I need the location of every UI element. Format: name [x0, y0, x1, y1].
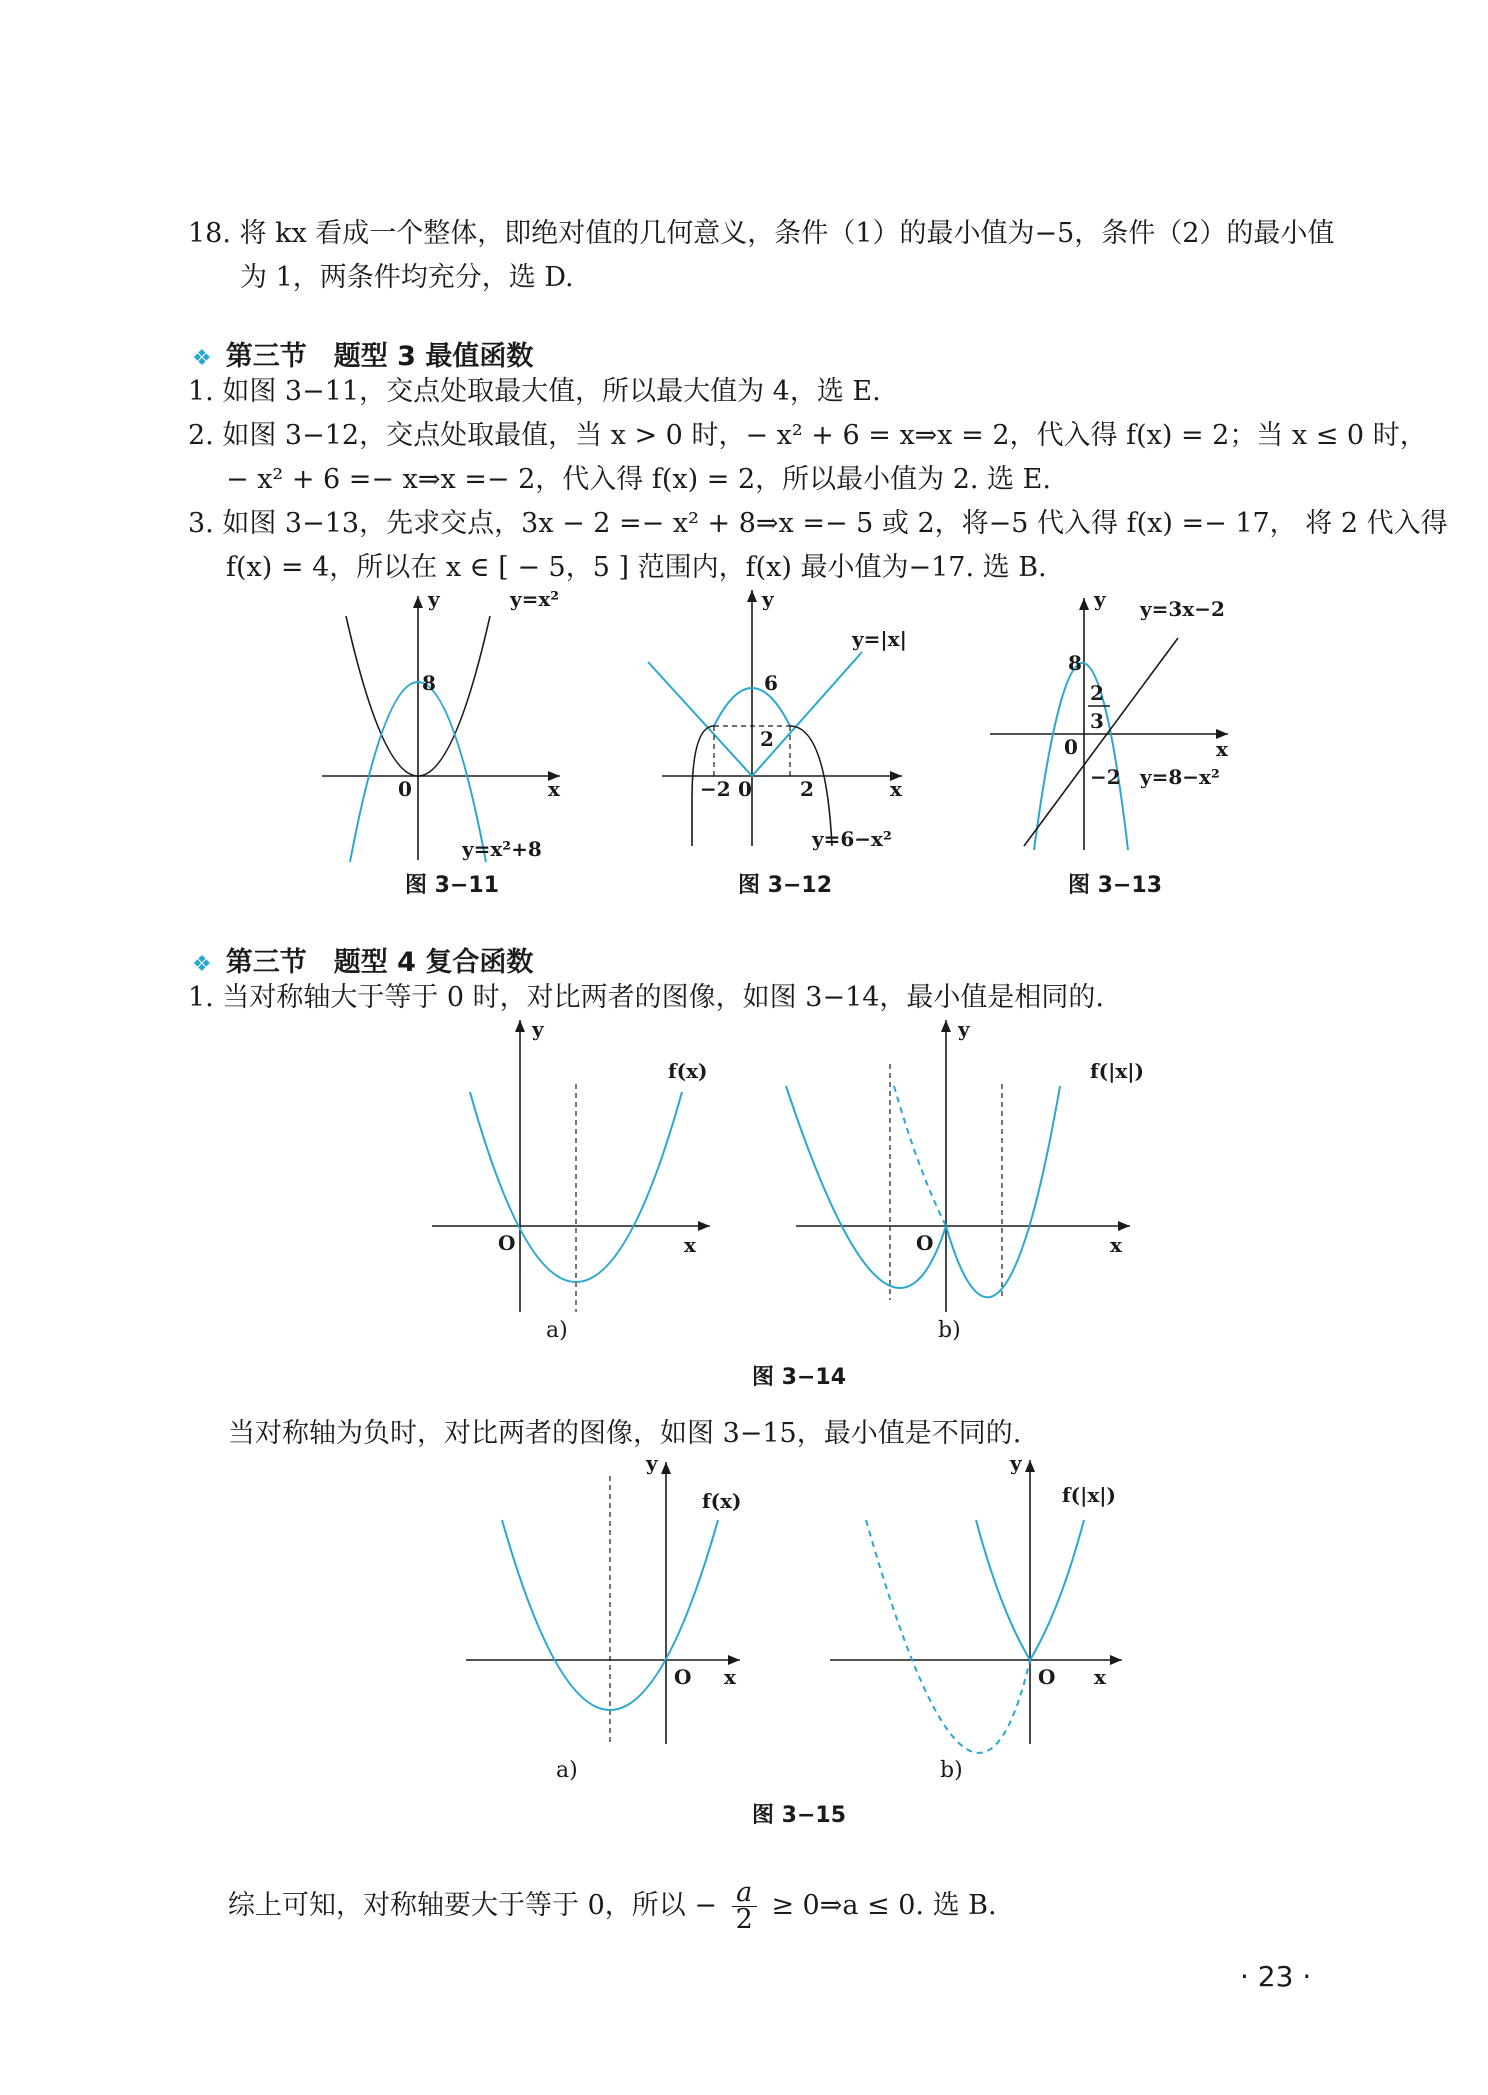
s4-q1: 1. 当对称轴大于等于 0 时，对比两者的图像，如图 3−14，最小值是相同的. — [188, 982, 1105, 1013]
s3-q2-line2: − x² + 6 =− x⇒x =− 2，代入得 f(x) = 2，所以最小值为 2. 选 E. — [226, 464, 1051, 495]
fig315a-y: y — [646, 1451, 658, 1475]
fig315b-sub: b) — [940, 1758, 963, 1783]
fig314b-label: f(|x|) — [1090, 1059, 1145, 1083]
fig312-label-top: y=|x| — [852, 627, 907, 651]
fig312-tick-2y: 2 — [760, 727, 774, 751]
fig314a-y: y — [532, 1017, 544, 1041]
fig313-label-bottom: y=8−x² — [1140, 765, 1220, 789]
fig311-label-bottom: y=x²+8 — [462, 837, 542, 861]
s3-q1: 1. 如图 3−11，交点处取最大值，所以最大值为 4，选 E. — [188, 376, 881, 407]
fig314a-x: x — [684, 1233, 696, 1257]
fig312-tick-6: 6 — [764, 671, 778, 695]
fig311-origin: 0 — [398, 777, 412, 801]
fig314-caption: 图 3−14 — [752, 1365, 847, 1390]
fig315a-label: f(x) — [702, 1489, 742, 1513]
fig313-caption: 图 3−13 — [1068, 873, 1163, 898]
fig312-x-label: x — [890, 777, 902, 801]
fig315b-curve-left — [976, 1520, 1030, 1660]
fig311-tick-8: 8 — [422, 671, 436, 695]
fig315a-x: x — [724, 1665, 736, 1689]
conclusion-post: ≥ 0⇒a ≤ 0. 选 B. — [771, 1890, 997, 1921]
fig315a-sub: a) — [556, 1758, 578, 1783]
fig313-x-label: x — [1216, 737, 1228, 761]
fig314b-sub: b) — [938, 1318, 961, 1343]
fig312-tick-neg2: −2 — [700, 777, 731, 801]
fig313-frac-num: 2 — [1090, 681, 1104, 705]
fig314b-y: y — [958, 1017, 970, 1041]
fig311-x-label: x — [548, 777, 560, 801]
diamond-bullet-icon: ❖ — [192, 952, 212, 977]
section4-title: 第三节 题型 4 复合函数 — [225, 947, 534, 978]
fig315b-label: f(|x|) — [1062, 1483, 1117, 1507]
fig315b-x: x — [1094, 1665, 1106, 1689]
conclusion-fraction — [732, 1877, 757, 1935]
fig315a-origin: O — [674, 1665, 692, 1689]
fig315b-y: y — [1010, 1451, 1022, 1475]
fig312-label-bottom: y=6−x² — [812, 827, 892, 851]
fig313-tick-8: 8 — [1068, 651, 1082, 675]
s4-para2: 当对称轴为负时，对比两者的图像，如图 3−15，最小值是不同的. — [228, 1418, 1022, 1449]
fig312-y-label: y — [762, 587, 774, 611]
fig311-caption: 图 3−11 — [405, 873, 500, 898]
s3-q3-line1: 3. 如图 3−13，先求交点，3x − 2 =− x² + 8⇒x =− 5 或 2，将−5 代入得 f(x) =− 17， 将 2 代入得 — [188, 508, 1448, 539]
fig313-origin: 0 — [1064, 735, 1078, 759]
fig312-tick-2x: 2 — [800, 777, 814, 801]
s3-q3-line2: f(x) = 4，所以在 x ∈ [ − 5，5 ] 范围内，f(x) 最小值为−17. 选 B. — [226, 552, 1047, 583]
fig313-label-top: y=3x−2 — [1140, 597, 1225, 621]
frac-num: a — [732, 1880, 757, 1907]
fig311-label-top: y=x² — [510, 587, 560, 611]
fig313-y-label: y — [1094, 587, 1106, 611]
frac-den: 2 — [735, 1904, 753, 1935]
conclusion-pre: 综上可知，对称轴要大于等于 0，所以 − — [228, 1890, 717, 1921]
conclusion — [228, 1877, 997, 1935]
q18-line2: 为 1，两条件均充分，选 D. — [240, 262, 574, 293]
fig312-caption: 图 3−12 — [738, 873, 833, 898]
fig312-origin: 0 — [738, 777, 752, 801]
fig314a-origin: O — [498, 1231, 516, 1255]
fig315b-curve-right — [1030, 1520, 1084, 1660]
q18-line1: 18. 将 kx 看成一个整体，即绝对值的几何意义，条件（1）的最小值为−5，条件（2）的最小值 — [188, 218, 1335, 249]
fig315b-dashed — [866, 1520, 1030, 1753]
section3-title: 第三节 题型 3 最值函数 — [225, 341, 534, 372]
fig313-tick-neg2: −2 — [1090, 765, 1121, 789]
fig314a-sub: a) — [546, 1318, 568, 1343]
fig314b-origin: O — [916, 1231, 934, 1255]
fig311-y-label: y — [428, 587, 440, 611]
fig313-frac-den: 3 — [1090, 709, 1104, 733]
diamond-bullet-icon: ❖ — [192, 346, 212, 371]
fig315b-origin: O — [1038, 1665, 1056, 1689]
fig315-caption: 图 3−15 — [752, 1803, 847, 1828]
fig314b-x: x — [1110, 1233, 1122, 1257]
page-number: · 23 · — [1240, 1960, 1312, 1993]
fig314a-label: f(x) — [668, 1059, 708, 1083]
s3-q2-line1: 2. 如图 3−12，交点处取最值，当 x > 0 时，− x² + 6 = x⇒x = 2，代入得 f(x) = 2；当 x ≤ 0 时， — [188, 420, 1427, 451]
